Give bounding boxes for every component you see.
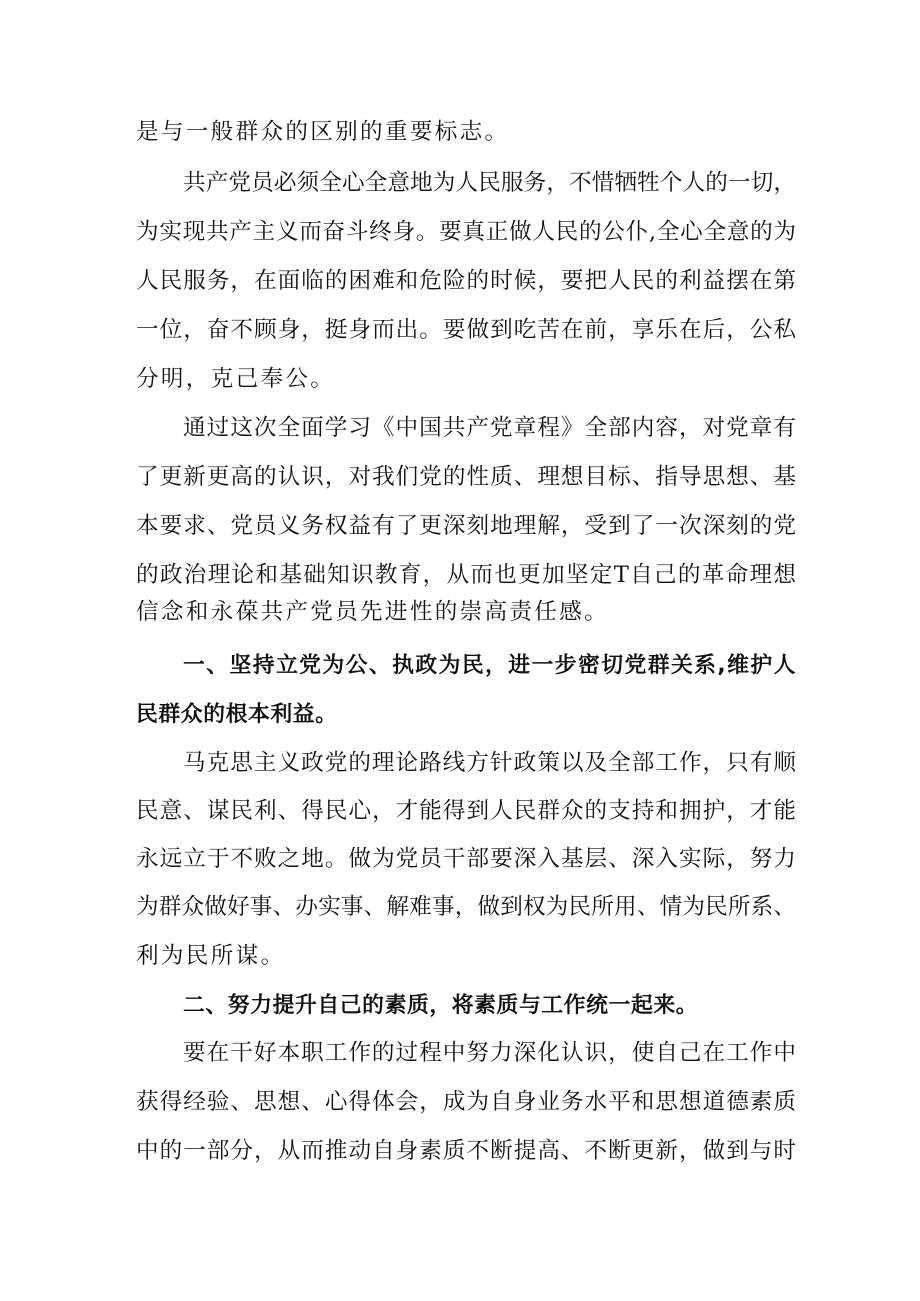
section-heading: 民群众的根本利益。 <box>136 702 338 727</box>
text-line: 信念和永葆共产党员先进性的崇高责任感。 <box>136 599 609 625</box>
text-line: 人民服务，在面临的困难和危险的时候，要把人民的利益摆在第 <box>136 268 796 294</box>
section-heading: 二、努力提升自己的素质，将素质与工作统一起来。 <box>183 993 699 1018</box>
text-line: 一位，奋不顾身，挺身而出。要做到吃苦在前，享乐在后，公私 <box>136 317 796 343</box>
text-line: 共产党员必须全心全意地为人民服务，不惜牺牲个人的一切， <box>183 170 796 196</box>
text-line: 为实现共产主义而奋斗终身。要真正做人民的公仆,全心全意的为 <box>136 219 796 245</box>
text-line: 是与一般群众的区别的重要标志。 <box>136 119 510 145</box>
text-line: 要在干好本职工作的过程中努力深化认识，使自己在工作中 <box>183 1040 796 1066</box>
text-line: 通过这次全面学习《中国共产党章程》全部内容，对党章有 <box>183 415 796 441</box>
text-line: 永远立于不败之地。做为党员干部要深入基层、深入实际，努力 <box>136 846 796 872</box>
text-line: 马克思主义政党的理论路线方针政策以及全部工作，只有顺 <box>183 750 796 776</box>
section-heading: 一、坚持立党为公、执政为民，进一步密切党群关系,维护人 <box>183 653 796 678</box>
text-line: 获得经验、思想、心得体会，成为自身业务水平和思想道德素质 <box>136 1089 796 1115</box>
text-line: 中的一部分，从而推动自身素质不断提高、不断更新，做到与时 <box>136 1138 796 1164</box>
text-line: 民意、谋民利、得民心，才能得到人民群众的支持和拥护，才能 <box>136 798 796 824</box>
text-line: 本要求、党员义务权益有了更深刻地理解，受到了一次深刻的党 <box>136 513 796 539</box>
text-line: 利为民所谋。 <box>136 943 286 969</box>
text-line: 为群众做好事、办实事、解难事，做到权为民所用、情为民所系、 <box>136 894 796 920</box>
text-line: 的政治理论和基础知识教育，从而也更加坚定T自己的革命理想 <box>136 562 796 588</box>
text-line: 分明，克己奉公。 <box>136 366 336 392</box>
text-line: 了更新更高的认识，对我们党的性质、理想目标、指导思想、基 <box>136 464 796 490</box>
